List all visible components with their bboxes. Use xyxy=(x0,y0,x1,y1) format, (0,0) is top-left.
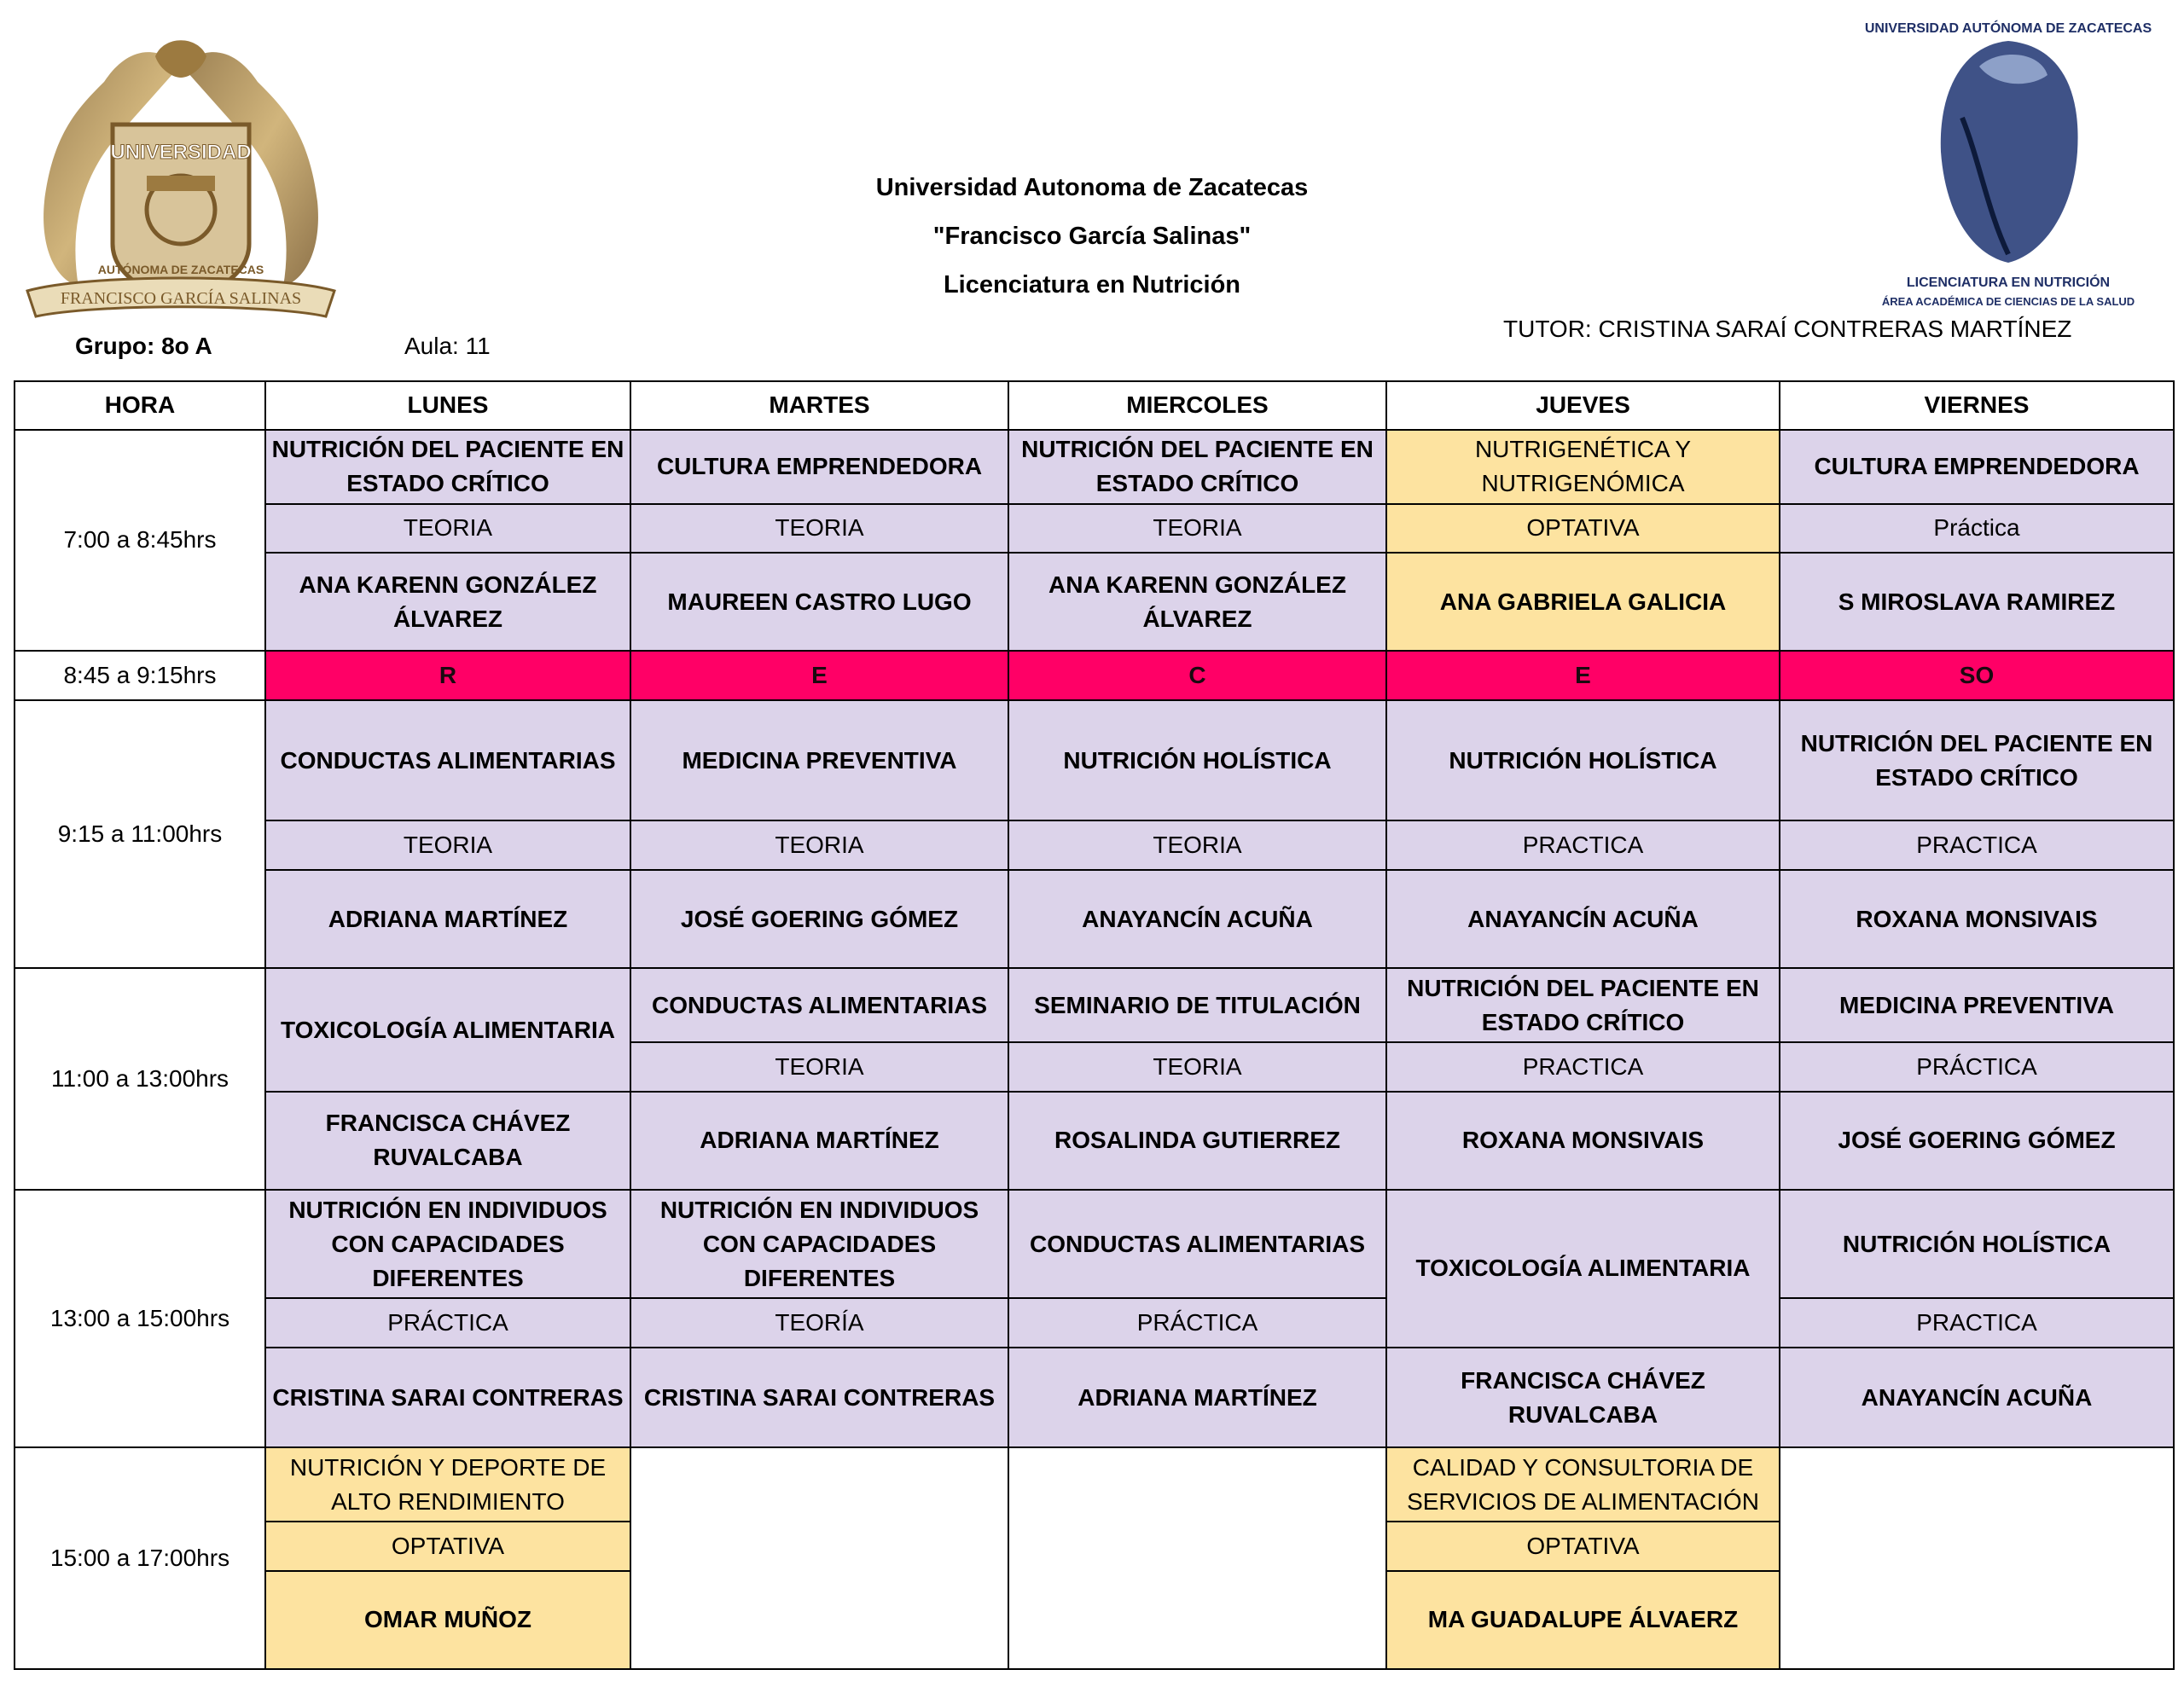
logo-right-top-text: UNIVERSIDAD AUTÓNOMA DE ZACATECAS xyxy=(1864,21,2152,36)
type-cell: TEORIA xyxy=(630,504,1008,554)
teacher-cell: ROXANA MONSIVAIS xyxy=(1386,1092,1780,1190)
logo-right-bottom2-text: ÁREA ACADÉMICA DE CIENCIAS DE LA SALUD xyxy=(1881,295,2135,308)
logo-right-bottom-text: LICENCIATURA EN NUTRICIÓN xyxy=(1906,275,2111,290)
table-row xyxy=(15,1092,2174,1190)
teacher-cell: CRISTINA SARAI CONTRERAS xyxy=(265,1348,630,1447)
recess-cell: E xyxy=(1386,651,1780,700)
table-row xyxy=(15,700,2174,820)
subject-cell: NUTRICIÓN EN INDIVIDUOS CON CAPACIDADES DIFERENTES xyxy=(265,1190,630,1298)
type-cell: OPTATIVA xyxy=(1386,1522,1780,1571)
university-subtitle: "Francisco García Salinas" xyxy=(932,223,1252,250)
teacher-cell: ANA GABRIELA GALICIA xyxy=(1386,553,1780,651)
type-cell: TEORIA xyxy=(1008,1042,1386,1092)
subject-cell: NUTRICIÓN DEL PACIENTE EN ESTADO CRÍTICO xyxy=(1386,968,1780,1042)
subject-cell: NUTRICIÓN DEL PACIENTE EN ESTADO CRÍTICO xyxy=(1780,700,2174,820)
col-header-viernes: VIERNES xyxy=(1780,381,2174,430)
nutrition-program-seal-logo xyxy=(1860,7,2157,314)
table-row xyxy=(15,553,2174,651)
program-title: Licenciatura en Nutrición xyxy=(943,271,1241,299)
table-row xyxy=(15,1190,2174,1298)
type-cell: PRACTICA xyxy=(1780,1298,2174,1348)
type-cell: Práctica xyxy=(1780,504,2174,554)
teacher-cell: ANAYANCÍN ACUÑA xyxy=(1386,870,1780,968)
teacher-cell: ANAYANCÍN ACUÑA xyxy=(1008,870,1386,968)
time-slot-1: 7:00 a 8:45hrs xyxy=(15,430,265,652)
type-cell: TEORIA xyxy=(1008,504,1386,554)
type-cell: PRACTICA xyxy=(1386,1042,1780,1092)
recess-row xyxy=(15,651,2174,700)
type-cell: TEORIA xyxy=(265,504,630,554)
col-header-martes: MARTES xyxy=(630,381,1008,430)
teacher-cell: ANA KARENN GONZÁLEZ ÁLVAREZ xyxy=(265,553,630,651)
col-header-hora: HORA xyxy=(15,381,265,430)
teacher-cell: MAUREEN CASTRO LUGO xyxy=(630,553,1008,651)
uaz-eagle-logo xyxy=(19,31,343,325)
teacher-cell: ROSALINDA GUTIERREZ xyxy=(1008,1092,1386,1190)
teacher-cell: JOSÉ GOERING GÓMEZ xyxy=(630,870,1008,968)
table-row xyxy=(15,820,2174,870)
type-cell: PRÁCTICA xyxy=(1008,1298,1386,1348)
subject-cell: NUTRIGENÉTICA Y NUTRIGENÓMICA xyxy=(1386,430,1780,504)
type-cell: OPTATIVA xyxy=(1386,504,1780,554)
type-cell: PRACTICA xyxy=(1780,820,2174,870)
subject-cell: NUTRICIÓN EN INDIVIDUOS CON CAPACIDADES DIFERENTES xyxy=(630,1190,1008,1298)
time-slot-recess: 8:45 a 9:15hrs xyxy=(15,651,265,700)
teacher-cell: FRANCISCA CHÁVEZ RUVALCABA xyxy=(1386,1348,1780,1447)
teacher-cell: S MIROSLAVA RAMIREZ xyxy=(1780,553,2174,651)
empty-cell xyxy=(1780,1447,2174,1669)
type-cell: TEORIA xyxy=(1008,820,1386,870)
col-header-lunes: LUNES xyxy=(265,381,630,430)
logo-left-banner-text: FRANCISCO GARCÍA SALINAS xyxy=(60,289,302,308)
subject-cell: NUTRICIÓN HOLÍSTICA xyxy=(1780,1190,2174,1298)
time-slot-4: 13:00 a 15:00hrs xyxy=(15,1190,265,1447)
subject-cell: CONDUCTAS ALIMENTARIAS xyxy=(630,968,1008,1042)
teacher-cell: ANAYANCÍN ACUÑA xyxy=(1780,1348,2174,1447)
teacher-cell: JOSÉ GOERING GÓMEZ xyxy=(1780,1092,2174,1190)
subject-cell: CULTURA EMPRENDEDORA xyxy=(630,430,1008,504)
teacher-cell: FRANCISCA CHÁVEZ RUVALCABA xyxy=(265,1092,630,1190)
table-row xyxy=(15,430,2174,504)
subject-cell: MEDICINA PREVENTIVA xyxy=(630,700,1008,820)
recess-cell: SO xyxy=(1780,651,2174,700)
subject-cell: TOXICOLOGÍA ALIMENTARIA xyxy=(265,968,630,1092)
subject-cell: CULTURA EMPRENDEDORA xyxy=(1780,430,2174,504)
time-slot-3: 11:00 a 13:00hrs xyxy=(15,968,265,1190)
teacher-cell: MA GUADALUPE ÁLVAERZ xyxy=(1386,1571,1780,1669)
teacher-cell: ANA KARENN GONZÁLEZ ÁLVAREZ xyxy=(1008,553,1386,651)
table-row xyxy=(15,1447,2174,1522)
subject-cell: CALIDAD Y CONSULTORIA DE SERVICIOS DE ALIMENTACIÓN xyxy=(1386,1447,1780,1522)
teacher-cell: OMAR MUÑOZ xyxy=(265,1571,630,1669)
table-row xyxy=(15,1348,2174,1447)
col-header-jueves: JUEVES xyxy=(1386,381,1780,430)
subject-cell: NUTRICIÓN HOLÍSTICA xyxy=(1386,700,1780,820)
subject-cell: NUTRICIÓN DEL PACIENTE EN ESTADO CRÍTICO xyxy=(265,430,630,504)
empty-cell xyxy=(630,1447,1008,1669)
teacher-cell: ADRIANA MARTÍNEZ xyxy=(1008,1348,1386,1447)
table-row xyxy=(15,1298,2174,1348)
type-cell: TEORIA xyxy=(630,820,1008,870)
subject-cell: CONDUCTAS ALIMENTARIAS xyxy=(1008,1190,1386,1298)
subject-cell: NUTRICIÓN DEL PACIENTE EN ESTADO CRÍTICO xyxy=(1008,430,1386,504)
subject-cell: NUTRICIÓN Y DEPORTE DE ALTO RENDIMIENTO xyxy=(265,1447,630,1522)
type-cell: TEORIA xyxy=(630,1042,1008,1092)
time-slot-2: 9:15 a 11:00hrs xyxy=(15,700,265,968)
group-label: Grupo: 8o A xyxy=(75,333,212,359)
recess-cell: C xyxy=(1008,651,1386,700)
university-title: Universidad Autonoma de Zacatecas xyxy=(875,174,1309,201)
table-row xyxy=(15,968,2174,1042)
room-label: Aula: 11 xyxy=(404,333,491,359)
subject-cell: TOXICOLOGÍA ALIMENTARIA xyxy=(1386,1190,1780,1348)
tutor-label: TUTOR: CRISTINA SARAÍ CONTRERAS MARTÍNEZ xyxy=(1503,316,2072,342)
teacher-cell: ROXANA MONSIVAIS xyxy=(1780,870,2174,968)
type-cell: TEORÍA xyxy=(630,1298,1008,1348)
table-row xyxy=(15,870,2174,968)
time-slot-5: 15:00 a 17:00hrs xyxy=(15,1447,265,1669)
table-row xyxy=(15,504,2174,554)
logo-left-top-text: UNIVERSIDAD xyxy=(110,141,252,164)
type-cell: PRACTICA xyxy=(1386,820,1780,870)
teacher-cell: CRISTINA SARAI CONTRERAS xyxy=(630,1348,1008,1447)
type-cell: PRÁCTICA xyxy=(1780,1042,2174,1092)
recess-cell: R xyxy=(265,651,630,700)
schedule-table xyxy=(14,380,2175,1670)
subject-cell: MEDICINA PREVENTIVA xyxy=(1780,968,2174,1042)
header-row xyxy=(15,381,2174,430)
teacher-cell: ADRIANA MARTÍNEZ xyxy=(265,870,630,968)
type-cell: TEORIA xyxy=(265,820,630,870)
type-cell: PRÁCTICA xyxy=(265,1298,630,1348)
type-cell: OPTATIVA xyxy=(265,1522,630,1571)
logo-left-mid-text: AUTÓNOMA DE ZACATECAS xyxy=(97,263,264,276)
subject-cell: SEMINARIO DE TITULACIÓN xyxy=(1008,968,1386,1042)
subject-cell: CONDUCTAS ALIMENTARIAS xyxy=(265,700,630,820)
subject-cell: NUTRICIÓN HOLÍSTICA xyxy=(1008,700,1386,820)
teacher-cell: ADRIANA MARTÍNEZ xyxy=(630,1092,1008,1190)
recess-cell: E xyxy=(630,651,1008,700)
col-header-miercoles: MIERCOLES xyxy=(1008,381,1386,430)
empty-cell xyxy=(1008,1447,1386,1669)
